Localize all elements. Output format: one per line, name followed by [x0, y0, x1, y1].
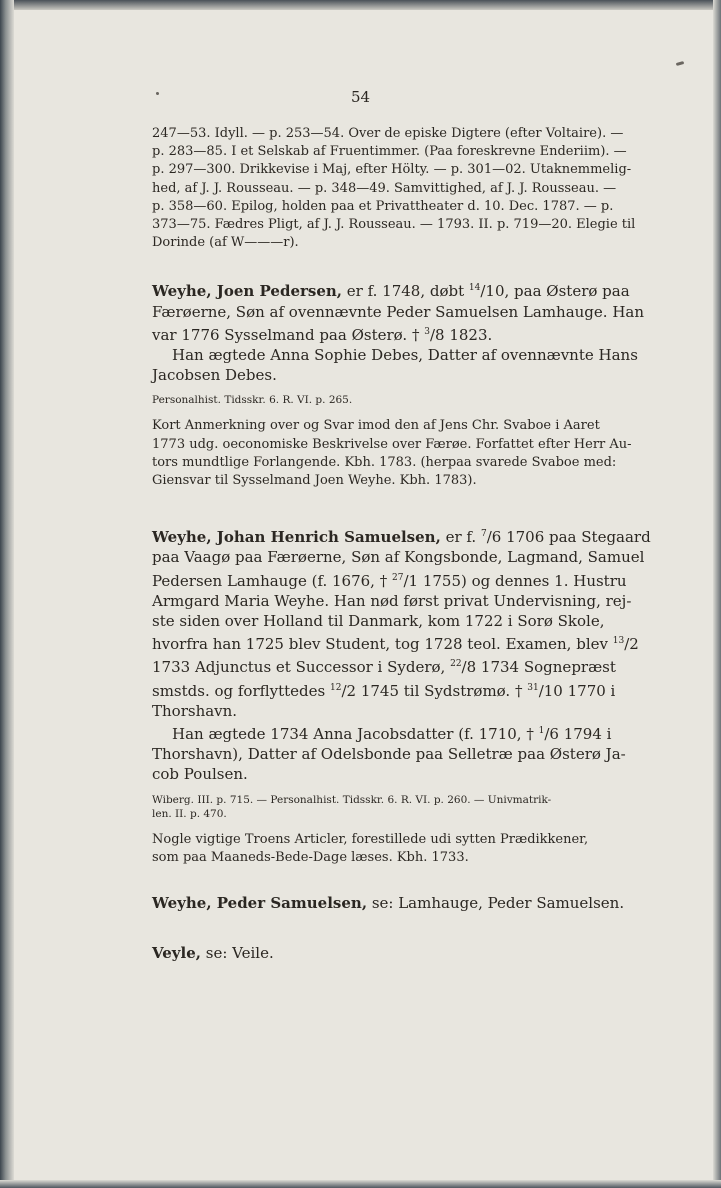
scan-speck [676, 61, 685, 66]
page-number: 54 [350, 88, 371, 106]
entry-heading: Weyhe, Peder Samuelsen, [152, 894, 368, 913]
source-reference [152, 393, 670, 407]
work-line: Nogle vigtige Troens Articler, forestillede udi sytten Prædikkener, [152, 831, 589, 847]
scan-edge-top [0, 0, 721, 10]
entry-heading: Veyle, [152, 944, 201, 963]
work-line: Giensvar til Sysselmand Joen Weyhe. Kbh. 1783). [152, 473, 477, 489]
text-line: p. 283—85. I et Selskab af Fruentimmer. (Paa foreskrevne Enderiim). — [152, 144, 627, 160]
entry-line: Thorshavn), Datter af Odelsbonde paa Selletræ paa Østerø Ja- [152, 745, 626, 764]
entry-line: Armgard Maria Weyhe. Han nød først privat Undervisning, rej- [152, 591, 632, 610]
scan-edge-left [0, 0, 14, 1188]
work-line: 1773 udg. oeconomiske Beskrivelse over Færøe. Forfattet efter Herr Au- [152, 436, 632, 452]
work-line: tors mundtlige Forlangende. Kbh. 1783. (herpaa svarede Svaboe med: [152, 454, 617, 470]
entry-line: Han ægtede Anna Sophie Debes, Datter af ovennævnte Hans [172, 346, 638, 365]
works-list [152, 417, 670, 490]
entry-peder-weyhe [152, 893, 670, 913]
entry-line: 1733 Adjunctus et Successor i Syderø, $^{22}$/8 1734 Sognepræst [152, 658, 616, 677]
entry-line: var 1776 Sysselmand paa Østerø. † $^3$/8 1823. [152, 325, 493, 344]
text-line: 373—75. Fædres Pligt, af J. J. Rousseau. — 1793. II. p. 719—20. Elegie til [152, 217, 636, 233]
entry-johan-weyhe [152, 524, 670, 784]
entry-veyle [152, 943, 670, 963]
work-line: Kort Anmerkning over og Svar imod den af Jens Chr. Svaboe i Aaret [152, 418, 600, 434]
text-line: hed, af J. J. Rousseau. — p. 348—49. Samvittighed, af J. J. Rousseau. — [152, 180, 617, 196]
page-content [152, 125, 670, 964]
text-line: p. 358—60. Epilog, holden paa et Privattheater d. 10. Dec. 1787. — p. [152, 198, 614, 214]
entry-line: Færøerne, Søn af ovennævnte Peder Samuelsen Lamhauge. Han [152, 302, 645, 321]
entry-joen-weyhe [152, 278, 670, 385]
source-line: Personalhist. Tidsskr. 6. R. VI. p. 265. [152, 394, 353, 407]
scan-edge-bottom [0, 1180, 721, 1188]
entry-line: hvorfra han 1725 blev Student, tog 1728 teol. Examen, blev $^{13}$/2 [152, 635, 639, 654]
entry-line: Pedersen Lamhauge (f. 1676, † $^{27}$/1 1755) og dennes 1. Hustru [152, 571, 627, 590]
text-line: p. 297—300. Drikkevise i Maj, efter Hölty. — p. 301—02. Utaknemmelig- [152, 162, 632, 178]
entry-line: Han ægtede 1734 Anna Jacobsdatter (f. 1710, † $^1$/6 1794 i [172, 725, 612, 744]
entry-line: Weyhe, Peder Samuelsen, se: Lamhauge, Peder Samuelsen. [152, 894, 625, 913]
entry-line: Thorshavn. [152, 701, 238, 720]
work-line: som paa Maaneds-Bede-Dage læses. Kbh. 1733. [152, 849, 469, 865]
entry-line: smstds. og forflyttedes $^{12}$/2 1745 til Sydstrømø. † $^{31}$/10 1770 i [152, 681, 616, 700]
entry-line: Veyle, se: Veile. [152, 944, 274, 963]
scan-edge-right [713, 0, 721, 1188]
continued-bibliography [152, 125, 670, 252]
entry-heading: Weyhe, Joen Pedersen, [152, 282, 343, 301]
entry-line: Weyhe, Joen Pedersen, er f. 1748, døbt $^{14}$/10, paa Østerø paa [152, 282, 630, 301]
entry-line: cob Poulsen. [152, 765, 248, 784]
entry-line: ste siden over Holland til Danmark, kom 1722 i Sorø Skole, [152, 612, 605, 631]
entry-heading: Weyhe, Johan Henrich Samuelsen, [152, 528, 441, 547]
source-reference [152, 793, 670, 821]
text-line: Dorinde (af W———r). [152, 235, 299, 251]
entry-line: paa Vaagø paa Færøerne, Søn af Kongsbonde, Lagmand, Samuel [152, 548, 645, 567]
source-line: Wiberg. III. p. 715. — Personalhist. Tidsskr. 6. R. VI. p. 260. — Univmatrik- [152, 793, 552, 806]
source-line: len. II. p. 470. [152, 807, 227, 820]
entry-line: Jacobsen Debes. [152, 366, 277, 385]
entry-line: Weyhe, Johan Henrich Samuelsen, er f. $^7$/6 1706 paa Stegaard [152, 528, 651, 547]
text-line: 247—53. Idyll. — p. 253—54. Over de episke Digtere (efter Voltaire). — [152, 126, 624, 141]
works-list [152, 831, 670, 867]
